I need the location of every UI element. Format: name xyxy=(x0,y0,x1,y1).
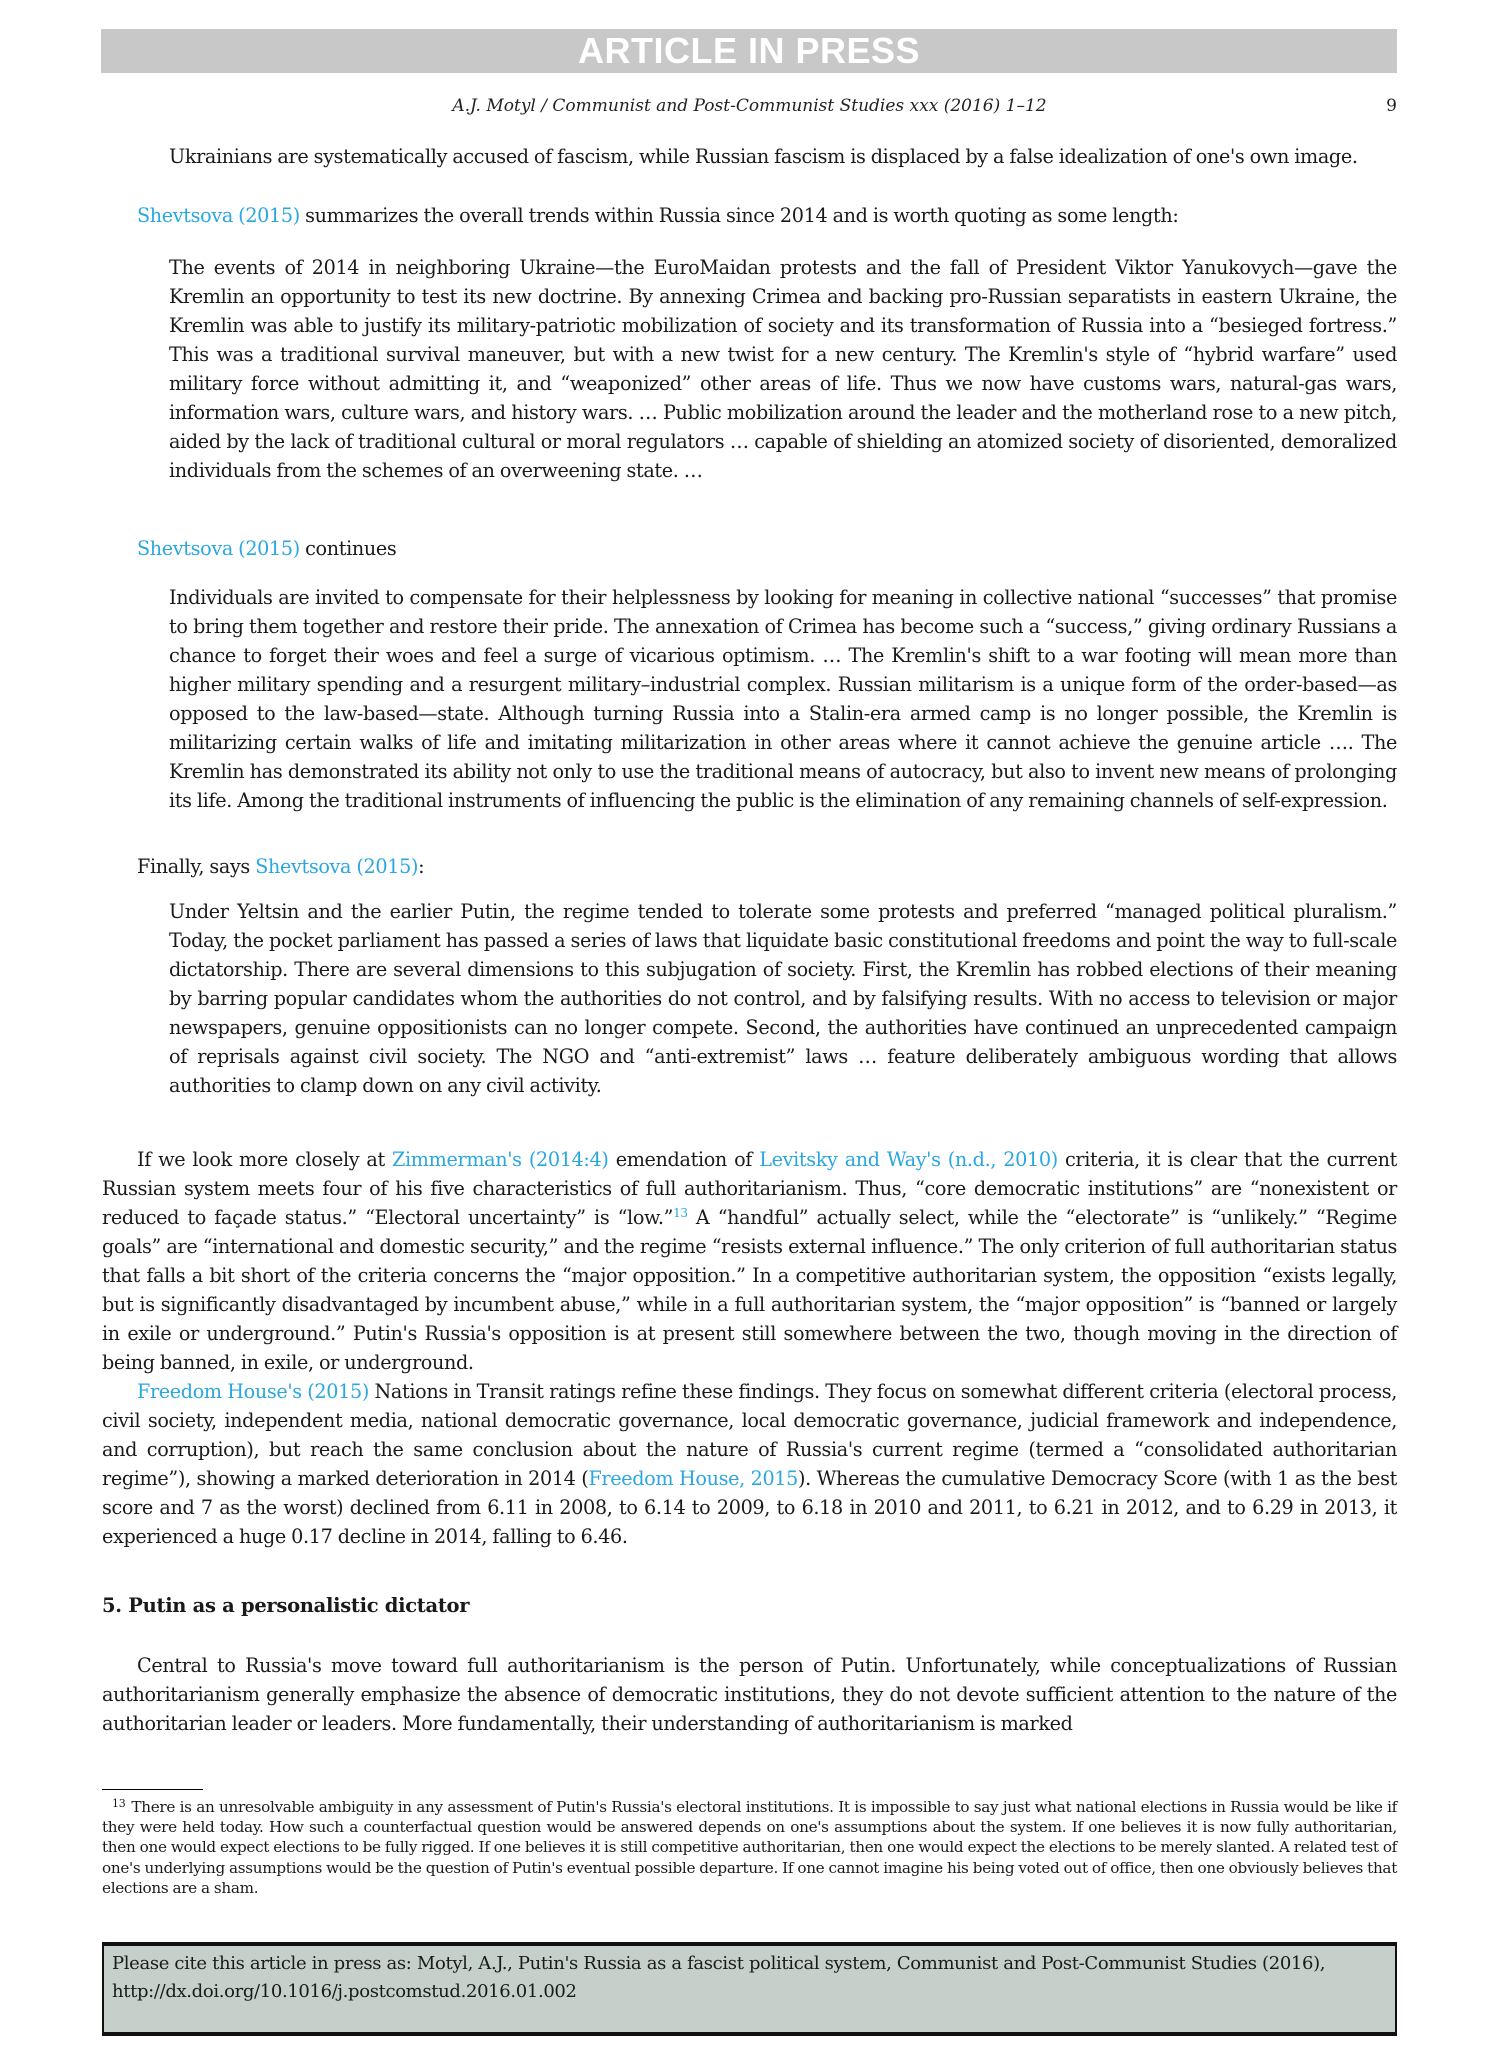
citation-link-zimmerman[interactable]: Zimmerman's (2014:4) xyxy=(392,1148,609,1171)
page-number: 9 xyxy=(1386,96,1397,116)
paragraph-text: criteria, it is clear that the current Russian system meets four of his five characteristics of full authoritarianism. Thus, “core democratic institutions” are “nonexistent or reduced to façade status.” “Electoral uncertainty” is “low.” xyxy=(102,1148,1397,1229)
citation-link-freedom-house-2015[interactable]: Freedom House, 2015 xyxy=(588,1467,799,1490)
banner-label: ARTICLE IN PRESS xyxy=(577,30,921,71)
paragraph-freedom-house xyxy=(102,1377,1397,1551)
paragraph-section-5: Central to Russia's move toward full authoritarianism is the person of Putin. Unfortunately, while conceptualizations of Russian authoritarianism generally emphasize the absence of democratic institutions, they do not devote sufficient attention to the nature of the authoritarian leader or leaders. More fundamentally, their understanding of authoritarianism is marked xyxy=(102,1654,1397,1735)
running-head xyxy=(102,92,1397,120)
article-in-press-banner xyxy=(101,29,1397,73)
paragraph-text: summarizes the overall trends within Russia since 2014 and is worth quoting as some length: xyxy=(299,204,1179,227)
citation-link-shevtsova[interactable]: Shevtsova (2015) xyxy=(137,537,300,560)
block-quote-1: The events of 2014 in neighboring Ukraine—the EuroMaidan protests and the fall of President Viktor Yanukovych—gave the Kremlin an opportunity to test its new doctrine. By annexing Crimea and backing pro-Russian separatists in eastern Ukraine, the Kremlin was able to justify its military-patriotic mobilization of society and its transformation of Russia into a “besieged fortress.” This was a traditional survival maneuver, but with a new twist for a new century. The Kremlin's style of “hybrid warfare” used military force without admitting it, and “weaponized” other areas of life. Thus we now have customs wars, natural-gas wars, information wars, culture wars, and history wars. … Public mobilization around the leader and the motherland rose to a new pitch, aided by the lack of traditional cultural or moral regulators … capable of shielding an atomized society of disoriented, demoralized individuals from the schemes of an overweening state. … xyxy=(169,256,1397,482)
paragraph-shevtsova-intro xyxy=(137,201,1397,230)
journal-citation: A.J. Motyl / Communist and Post-Communist Studies xxx (2016) 1–12 xyxy=(452,96,1047,116)
footnote-text: There is an unresolvable ambiguity in any assessment of Putin's Russia's electoral institutions. It is impossible to say just what national elections in Russia would be like if they were held today. How such a counterfactual question would be answered depends on one's assumptions about the system. If one believes it is now fully authoritarian, then one would expect elections to be fully rigged. If one believes it is still competitive authoritarian, then one would expect the elections to be merely slanted. A related test of one's underlying assumptions would be the question of Putin's eventual possible departure. If one cannot imagine his being voted out of office, then one obviously believes that elections are a sham. xyxy=(102,1798,1397,1897)
footnote-ref-13[interactable]: 13 xyxy=(673,1206,688,1220)
block-quote-2: Individuals are invited to compensate for their helplessness by looking for meaning in collective national “successes” that promise to bring them together and restore their pride. The annexation of Crimea has become such a “success,” giving ordinary Russians a chance to forget their woes and feel a surge of vicarious optimism. … The Kremlin's shift to a war footing will mean more than higher military spending and a resurgent military–industrial complex. Russian militarism is a unique form of the order-based—as opposed to the law-based—state. Although turning Russia into a Stalin-era armed camp is no longer possible, the Kremlin is militarizing certain walks of life and imitating militarization in other areas where it cannot achieve the genuine article …. The Kremlin has demonstrated its ability not only to use the traditional means of autocracy, but also to invent new means of prolonging its life. Among the traditional instruments of influencing the public is the elimination of any remaining channels of self-expression. xyxy=(169,586,1397,812)
citation-link-levitsky-way[interactable]: Levitsky and Way's (n.d., 2010) xyxy=(759,1148,1058,1171)
citation-link-shevtsova[interactable]: Shevtsova (2015) xyxy=(137,204,300,227)
paragraph-text: ). Whereas the cumulative Democracy Score (with 1 as the best score and 7 as the worst) declined from 6.11 in 2008, to 6.14 to 2009, to 6.18 in 2010 and 2011, to 6.21 in 2012, and to 6.29 in 2013, it experienced a huge 0.17 decline in 2014, falling to 6.46. xyxy=(102,1467,1398,1548)
paragraph-zimmerman xyxy=(102,1145,1397,1377)
citation-text[interactable]: Please cite this article in press as: Motyl, A.J., Putin's Russia as a fascist political system, Communist and Post-Communist Studies (2016), http://dx.doi.org/10.1016/j.postcomstud.2016.01.002 xyxy=(112,1953,1326,2002)
quote-continuation: Ukrainians are systematically accused of fascism, while Russian fascism is displaced by a false idealization of one's own image. xyxy=(169,145,1358,168)
paragraph-text: If we look more closely at xyxy=(137,1148,393,1171)
footnote-number: 13 xyxy=(112,1797,126,1810)
paragraph-shevtsova-continues xyxy=(137,534,1397,563)
block-quote-3: Under Yeltsin and the earlier Putin, the regime tended to tolerate some protests and preferred “managed political pluralism.” Today, the pocket parliament has passed a series of laws that liquidate basic constitutional freedoms and point the way to full-scale dictatorship. There are several dimensions to this subjugation of society. First, the Kremlin has robbed elections of their meaning by barring popular candidates whom the authorities do not control, and by falsifying results. With no access to television or major newspapers, genuine oppositionists can no longer compete. Second, the authorities have continued an unprecedented campaign of reprisals against civil society. The NGO and “anti-extremist” laws … feature deliberately ambiguous wording that allows authorities to clamp down on any civil activity. xyxy=(169,900,1397,1097)
section-heading: 5. Putin as a personalistic dictator xyxy=(102,1594,470,1617)
citation-box xyxy=(102,1942,1397,2036)
paragraph-text: continues xyxy=(299,537,397,560)
paragraph-text: : xyxy=(418,855,425,878)
paragraph-text: A “handful” actually select, while the “electorate” is “unlikely.” “Regime goals” are “international and domestic security,” and the regime “resists external influence.” The only criterion of full authoritarian status that falls a bit short of the criteria concerns the “major opposition.” In a competitive authoritarian system, the opposition “exists legally, but is significantly disadvantaged by incumbent abuse,” while in a full authoritarian system, the “major opposition” is “banned or largely in exile or underground.” Putin's Russia's opposition is at present still somewhere between the two, though moving in the direction of being banned, in exile, or underground. xyxy=(102,1206,1397,1374)
citation-link-freedom-house[interactable]: Freedom House's (2015) xyxy=(137,1380,369,1403)
citation-link-shevtsova[interactable]: Shevtsova (2015) xyxy=(255,855,419,878)
footnote-13 xyxy=(102,1797,1397,1898)
paragraph-text: Finally, says xyxy=(137,855,256,878)
footnote-divider xyxy=(102,1789,203,1790)
paragraph-finally xyxy=(137,852,1397,881)
paragraph-text: Nations in Transit ratings refine these findings. They focus on somewhat different criteria (electoral process, civil society, independent media, national democratic governance, local democratic governance, judicial framework and independence, and corruption), but reach the same conclusion about the nature of Russia's current regime (termed a “consolidated authoritarian regime”), showing a marked deterioration in 2014 ( xyxy=(102,1380,1397,1490)
paragraph-text: emendation of xyxy=(608,1148,760,1171)
